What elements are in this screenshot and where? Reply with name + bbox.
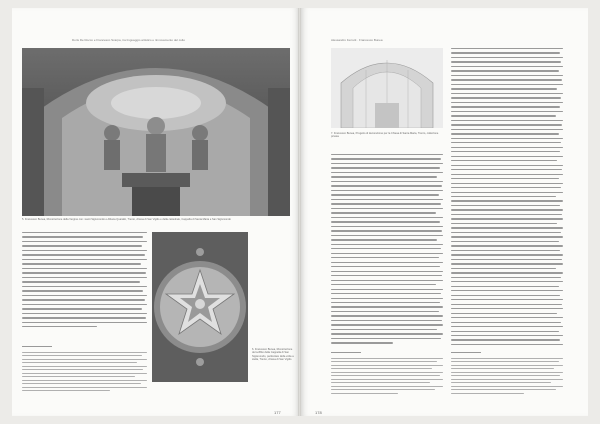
- right-running-head: Alessandro Ferretti · Francesco Bunea: [331, 38, 383, 42]
- caption-figure-5: 5. Francesco Bunea, Ricostruzione della Vergine con i santi Sigismondo e Albana Quarallo, Trento, chiesa di San Vigilio e della cattedrale, Cappella di Santa Maria e San Sigismondo: [22, 218, 231, 221]
- right-footnotes-col1: [331, 348, 443, 404]
- right-page-number: 178: [315, 410, 322, 415]
- right-body-text-col1: [331, 154, 443, 346]
- chapel-interior-image: [22, 48, 290, 216]
- left-page: [12, 8, 299, 416]
- apse-drawing-photo: [331, 48, 443, 128]
- star-ceiling-image: [152, 232, 248, 382]
- star-ceiling-photo: [152, 232, 248, 382]
- left-footnotes: [22, 342, 147, 402]
- apse-drawing-image: [331, 48, 443, 128]
- right-footnotes-col2: [451, 348, 563, 404]
- left-page-number: 177: [274, 410, 281, 415]
- chapel-interior-photo: [22, 48, 290, 216]
- left-body-text: [22, 232, 147, 340]
- right-page: [301, 8, 588, 416]
- left-running-head: Doris De Rocco e Francesco Scarpa, tra linguaggio artistico e rinnovamento del culto: [72, 38, 186, 42]
- caption-figure-6: 6. Francesco Bunea, Ricostruzione del soffitto della Cappella di San Sigismondo, particolare della volta a stella, Trento, chiesa di San Vigilio: [252, 348, 294, 362]
- caption-figure-7: 7. Francesco Bunea, Progetto di decorazione per la Chiesa di Santa Maria, Trento, collezione privata: [331, 132, 439, 139]
- right-body-text-col2: [451, 48, 563, 348]
